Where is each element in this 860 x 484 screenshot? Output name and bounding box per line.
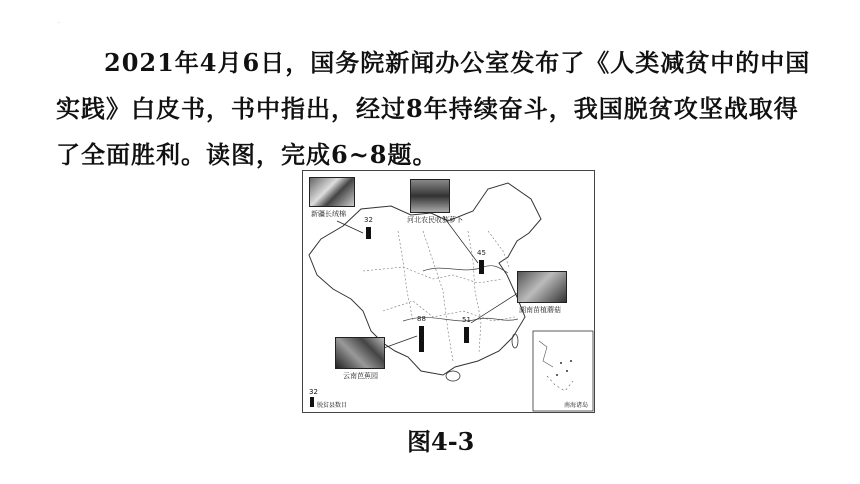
south-china-sea-label: 南海诸岛 (563, 402, 588, 409)
corner-mark: . (58, 18, 60, 25)
bar-value-hebei: 45 (477, 249, 486, 257)
photo-caption-cotton: 新疆长绒棉 (311, 210, 346, 218)
mushroom-photo (517, 271, 567, 303)
bar-xinjiang (366, 227, 371, 239)
cotton-photo (309, 177, 355, 207)
photo-caption-mushroom: 湖南苗植蘑菇 (519, 306, 561, 314)
legend-label: 脱贫县数目 (317, 402, 348, 409)
bar-yunnan (419, 326, 424, 352)
paragraph-text: 2021年4月6日，国务院新闻办公室发布了《人类减贫中的中国实践》白皮书，书中指出，经过8年持续奋斗，我国脱贫攻坚战取得了全面胜利。读图，完成6~8题。 (56, 48, 811, 169)
bar-hunan (464, 327, 469, 343)
photo-caption-banana: 云南芭蕉园 (343, 372, 378, 380)
bar-value-yunnan: 88 (417, 315, 426, 323)
radish-harvest-photo (410, 179, 450, 213)
poverty-map-figure (302, 170, 595, 413)
bar-hebei (479, 260, 484, 274)
legend-value: 32 (309, 388, 318, 396)
photo-caption-radish: 河北农民收获萝卜 (407, 216, 463, 224)
banana-photo (335, 337, 385, 369)
legend-bar (310, 397, 314, 407)
bar-value-hunan: 51 (462, 316, 471, 324)
bar-value-xinjiang: 32 (364, 216, 373, 224)
figure-title: 图4-3 (407, 427, 475, 456)
question-paragraph (56, 40, 816, 178)
